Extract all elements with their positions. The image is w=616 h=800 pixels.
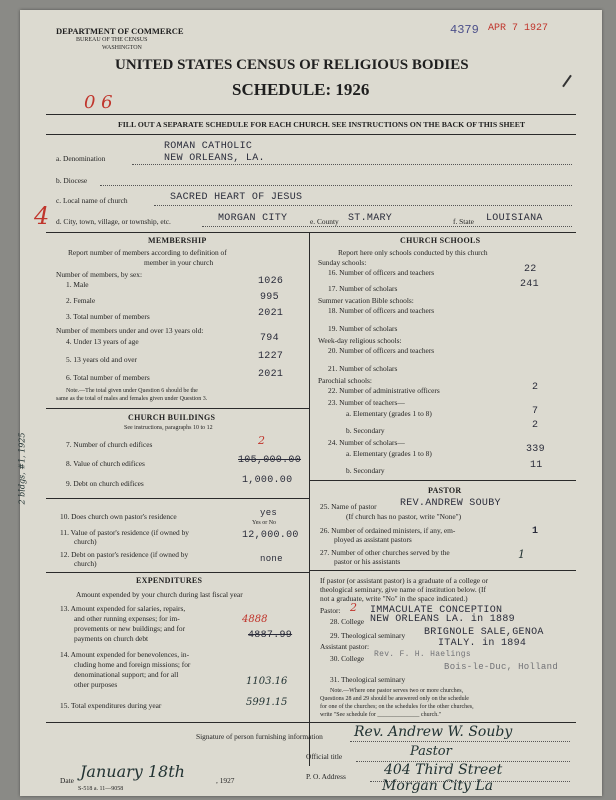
buildings-heading: CHURCH BUILDINGS <box>128 413 216 422</box>
state-label: f. State <box>453 217 474 226</box>
q2-label: 2. Female <box>66 296 96 305</box>
q14-label-4: other purposes <box>74 680 118 689</box>
q14-value: 1103.16 <box>246 676 288 687</box>
q13-value-corrected: 4888 <box>242 614 268 625</box>
membership-sub: Report number of members according to definition of <box>68 248 227 257</box>
q28-label: 28. College <box>330 617 365 626</box>
q9-label: 9. Debt on church edifices <box>66 479 144 488</box>
buildings-sub: See instructions, paragraphs 10 to 12 <box>124 425 213 431</box>
po-address-value-2: Morgan City La <box>382 778 494 794</box>
q3-label: 3. Total number of members <box>66 312 150 321</box>
grad-note-2: theological seminary, give name of institution below. (If <box>320 585 486 594</box>
q25-value: REV.ANDREW SOUBY <box>400 498 501 509</box>
q27-value: 1 <box>518 548 525 561</box>
pastor-heading: PASTOR <box>428 486 462 495</box>
q27-label: 27. Number of other churches served by the <box>320 548 450 557</box>
schedule-title: SCHEDULE: 1926 <box>232 80 370 99</box>
pastor-note: Note.—Where one pastor serves two or more churches, <box>330 688 464 694</box>
expenditures-heading: EXPENDITURES <box>136 576 203 585</box>
q11-label-2: church) <box>74 537 97 546</box>
q14-label-3: denominational support; and for all <box>74 670 179 679</box>
census-form <box>17 10 602 796</box>
q25-hint: (If church has no pastor, write "None") <box>346 512 462 521</box>
membership-note-2: same as the total of males and females given under Question 3. <box>56 396 208 402</box>
membership-note: Note.—The total given under Question 6 should be the <box>66 388 198 394</box>
expenditures-sub: Amount expended by your church during last fiscal year <box>76 590 243 599</box>
q10-label: 10. Does church own pastor's residence <box>60 512 177 521</box>
official-title-label: Official title <box>306 752 343 761</box>
parochial-label: Parochial schools: <box>318 376 372 385</box>
q23a-value: 7 <box>532 406 539 417</box>
q28-value-2: NEW ORLEANS LA. in 1889 <box>370 614 515 625</box>
q29-value: BRIGNOLE SALE,GENOA <box>424 627 544 638</box>
membership-heading: MEMBERSHIP <box>148 236 207 245</box>
pastor-note-4: write "See schedule for ______________ church." <box>320 712 442 718</box>
pastor-count-value: 2 <box>350 601 357 614</box>
q9-value: 1,000.00 <box>242 475 293 486</box>
q17-label: 17. Number of scholars <box>328 284 398 293</box>
q15-label: 15. Total expenditures during year <box>60 701 162 710</box>
q24a-label: a. Elementary (grades 1 to 8) <box>346 449 432 458</box>
yes-no-note: Yes or No <box>252 520 277 526</box>
q31-label: 31. Theological seminary <box>330 675 406 684</box>
q23b-value: 2 <box>532 420 539 431</box>
q13-label-2: and other running expenses; for im- <box>74 614 180 623</box>
official-title-value: Pastor <box>410 744 452 759</box>
schools-sub: Report here only schools conducted by this church <box>338 248 488 257</box>
form-title: UNITED STATES CENSUS OF RELIGIOUS BODIES <box>115 57 469 73</box>
q12-value: none <box>260 554 283 564</box>
q18-label: 18. Number of officers and teachers <box>328 306 435 315</box>
q24a-value: 339 <box>526 444 545 455</box>
sunday-label: Sunday schools: <box>318 258 367 267</box>
q10-value: yes <box>260 508 278 518</box>
county-label: e. County <box>310 217 339 226</box>
q14-label-2: cluding home and foreign missions; for <box>74 660 191 669</box>
city-value: MORGAN CITY <box>218 213 288 224</box>
county-value: ST.MARY <box>348 213 393 224</box>
q13-label: 13. Amount expended for salaries, repairs, <box>60 604 186 613</box>
q13-value: 4887.99 <box>248 630 293 641</box>
q24b-label: b. Secondary <box>346 466 385 475</box>
q8-value: 105,000.00 <box>238 455 302 466</box>
q2-value: 995 <box>260 292 279 303</box>
date-year: , 1927 <box>216 776 235 785</box>
q26-value: 1 <box>532 526 539 537</box>
q13-label-4: payments on church debt <box>74 634 149 643</box>
q27-label-2: pastor or his assistants <box>334 557 401 566</box>
membership-sub-2: member in your church <box>144 258 214 267</box>
by-sex-label: Number of members, by sex: <box>56 270 142 279</box>
stamp-number: 4379 <box>450 23 479 37</box>
schools-heading: CHURCH SCHOOLS <box>400 236 481 245</box>
q6-value: 2021 <box>258 369 284 380</box>
pastor-note-2: Questions 28 and 29 should be answered only on the schedule <box>320 696 469 702</box>
diocese-label: b. Diocese <box>56 176 88 185</box>
grad-note: If pastor (or assistant pastor) is a graduate of a college or <box>320 576 489 585</box>
signature: Rev. Andrew W. Souby <box>354 724 513 740</box>
q26-label-2: ployed as assistant pastors <box>334 535 412 544</box>
pastor-note-3: for one of the churches; on the schedules for the other churches, <box>320 704 474 710</box>
q28-value: IMMACULATE CONCEPTION <box>370 605 503 616</box>
q23b-label: b. Secondary <box>346 426 385 435</box>
denomination-value-2: NEW ORLEANS, LA. <box>164 153 265 164</box>
q11-value: 12,000.00 <box>242 530 299 541</box>
margin-note: 2 bldgs, #1, 1925 <box>17 432 27 505</box>
q12-label-2: church) <box>74 559 97 568</box>
q26-label: 26. Number of ordained ministers, if any, em- <box>320 526 456 535</box>
city-label: d. City, town, village, or township, etc. <box>56 217 171 226</box>
q13-label-3: provements or new buildings; and for <box>74 624 186 633</box>
age-label: Number of members under and over 13 years old: <box>56 326 204 335</box>
q20-label: 20. Number of officers and teachers <box>328 346 435 355</box>
q14-label: 14. Amount expended for benevolences, in- <box>60 650 190 659</box>
weekday-label: Week-day religious schools: <box>318 336 402 345</box>
q25-label: 25. Name of pastor <box>320 502 377 511</box>
q15-value: 5991.15 <box>246 697 288 708</box>
instruction-line: FILL OUT A SEPARATE SCHEDULE FOR EACH CHURCH. SEE INSTRUCTIONS ON THE BACK OF THIS SHEET <box>118 120 526 129</box>
q24b-value: 11 <box>530 460 543 471</box>
q29-label: 29. Theological seminary <box>330 631 406 640</box>
form-number: S-518 a. 11—9058 <box>78 786 124 792</box>
q30-value-2: Bois-le-Duc, Holland <box>444 662 559 672</box>
q30-value: Rev. F. H. Haelings <box>374 650 471 659</box>
q4-value: 794 <box>260 333 279 344</box>
state-value: LOUISIANA <box>486 213 543 224</box>
q23-label: 23. Number of teachers— <box>328 398 405 407</box>
church-name-label: c. Local name of church <box>56 196 128 205</box>
stamp-date: APR 7 1927 <box>488 23 549 34</box>
q7-value: 2 <box>258 434 265 447</box>
church-name-value: SACRED HEART OF JESUS <box>170 192 303 203</box>
q11-label: 11. Value of pastor's residence (if owned by <box>60 528 189 537</box>
signature-label: Signature of person furnishing information <box>196 732 323 741</box>
vacation-label: Summer vacation Bible schools: <box>318 296 414 305</box>
q24-label: 24. Number of scholars— <box>328 438 405 447</box>
q19-label: 19. Number of scholars <box>328 324 398 333</box>
q23a-label: a. Elementary (grades 1 to 8) <box>346 409 432 418</box>
date-label: Date <box>60 776 74 785</box>
q12-label: 12. Debt on pastor's residence (if owned by <box>60 550 189 559</box>
q5-label: 5. 13 years old and over <box>66 355 138 364</box>
q8-label: 8. Value of church edifices <box>66 459 145 468</box>
bureau-name: BUREAU OF THE CENSUS <box>76 37 148 43</box>
margin-mark: 4 <box>34 202 50 230</box>
q21-label: 21. Number of scholars <box>328 364 398 373</box>
q22-value: 2 <box>532 382 539 393</box>
bureau-city: WASHINGTON <box>102 45 142 51</box>
q1-value: 1026 <box>258 276 284 287</box>
q17-value: 241 <box>520 279 539 290</box>
denomination-label: a. Denomination <box>56 154 106 163</box>
q6-label: 6. Total number of members <box>66 373 150 382</box>
q5-value: 1227 <box>258 351 284 362</box>
handwritten-number: 0 6 <box>84 92 113 113</box>
date-value: January 18th <box>80 762 185 781</box>
denomination-value: ROMAN CATHOLIC <box>164 141 253 152</box>
q7-label: 7. Number of church edifices <box>66 440 153 449</box>
po-address-label: P. O. Address <box>306 772 346 781</box>
q4-label: 4. Under 13 years of age <box>66 337 139 346</box>
q29-value-2: ITALY. in 1894 <box>438 638 527 649</box>
q22-label: 22. Number of administrative officers <box>328 386 440 395</box>
q30-label: 30. College <box>330 654 365 663</box>
q1-label: 1. Male <box>66 280 89 289</box>
check-mark-icon <box>562 75 572 88</box>
dept-name: DEPARTMENT OF COMMERCE <box>56 26 184 36</box>
q3-value: 2021 <box>258 308 284 319</box>
po-address-value: 404 Third Street <box>384 762 503 778</box>
q16-label: 16. Number of officers and teachers <box>328 268 435 277</box>
pastor-sub-label: Pastor: <box>320 606 341 615</box>
grad-note-3: not a graduate, write "No" in the space indicated.) <box>320 594 468 603</box>
q16-value: 22 <box>524 264 537 275</box>
assistant-label: Assistant pastor: <box>320 642 370 651</box>
